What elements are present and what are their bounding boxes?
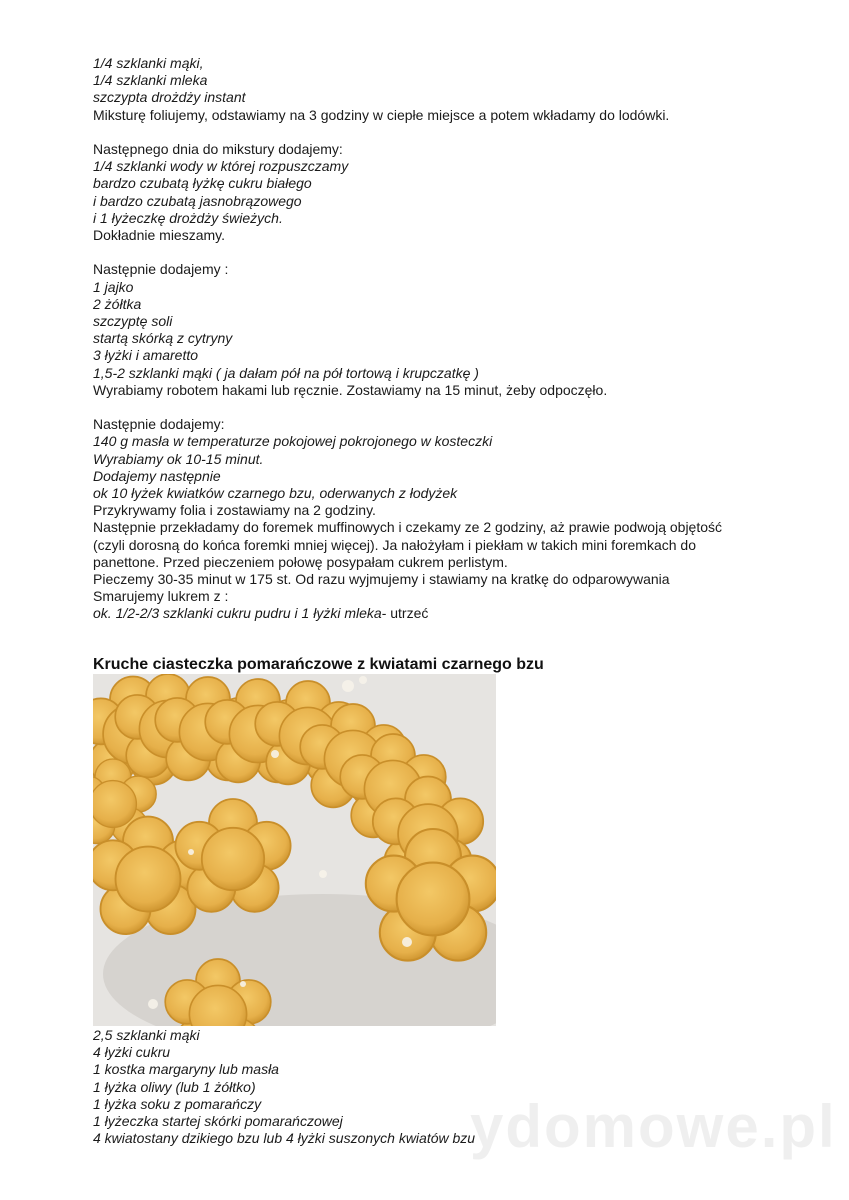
watermark: ydomowe.pl	[470, 1093, 837, 1160]
text-line: startą skórką z cytryny	[93, 330, 233, 347]
text-line: bardzo czubatą łyżkę cukru białego	[93, 175, 312, 192]
ingredient-item: 1 łyżka soku z pomarańczy	[93, 1095, 262, 1112]
ingredient-item: 1 łyżeczka startej skórki pomarańczowej	[93, 1113, 343, 1130]
blank-line	[93, 124, 813, 141]
text-line: Dokładnie mieszamy.	[93, 227, 226, 244]
text-line: Dodajemy następnie	[93, 467, 221, 484]
text-line: 1/4 szklanki mąki,	[93, 55, 204, 71]
ingredients-list	[93, 1027, 813, 1147]
text-line: Następnego dnia do mikstury dodajemy:	[93, 141, 343, 157]
text-line: Następnie przekładamy do foremek muffinowych i czekamy ze 2 godziny, aż prawie podwoją objętość	[93, 519, 723, 536]
text-line: Pieczemy 30-35 minut w 175 st. Od razu wyjmujemy i stawiamy na kratkę do odparowywania	[93, 571, 670, 588]
text-line: szczypta drożdży instant	[93, 89, 246, 106]
recipe-heading: Kruche ciasteczka pomarańczowe z kwiatami czarnego bzu	[93, 656, 544, 673]
text-line: Wyrabiamy ok 10-15 minut.	[93, 450, 264, 467]
text-line: (czyli dorosną do końca foremki mniej więcej). Ja nałożyłam i piekłam w takich mini foremkach do	[93, 536, 697, 553]
ingredient-item: 4 łyżki cukru	[93, 1044, 171, 1061]
text-line	[93, 605, 813, 622]
ingredient-item: 1 kostka margaryny lub masła	[93, 1061, 279, 1078]
text-line: 3 łyżki i amaretto	[93, 347, 199, 364]
text-line: 2 żółtka	[93, 295, 142, 312]
blank-line	[93, 244, 813, 261]
text-line: szczyptę soli	[93, 313, 173, 330]
text-line: 1,5-2 szklanki mąki ( ja dałam pół na pół tortową i krupczatkę )	[93, 364, 479, 381]
text-line: 1/4 szklanki mleka	[93, 72, 208, 89]
text-line: Przykrywamy folia i zostawiamy na 2 godziny.	[93, 502, 376, 519]
text-line: ok 10 łyżek kwiatków czarnego bzu, oderwanych z łodyżek	[93, 485, 458, 502]
text-line: 140 g masła w temperaturze pokojowej pokrojonego w kosteczki	[93, 433, 493, 450]
cookies-illustration	[93, 674, 496, 1026]
text-fragment-italic: ok. 1/2-2/3 szklanki cukru pudru i 1 łyżki mleka	[93, 605, 382, 622]
blank-line	[93, 399, 813, 416]
text-line: i bardzo czubatą jasnobrązowego	[93, 192, 302, 209]
ingredient-item: 2,5 szklanki mąki	[93, 1027, 200, 1043]
text-line: Następnie dodajemy :	[93, 261, 229, 278]
text-line: Następnie dodajemy:	[93, 416, 225, 433]
text-line: Wyrabiamy robotem hakami lub ręcznie. Zostawiamy na 15 minut, żeby odpoczęło.	[93, 381, 608, 398]
text-line: 1/4 szklanki wody w której rozpuszczamy	[93, 158, 349, 175]
text-line: Smarujemy lukrem z :	[93, 588, 229, 605]
text-line: Miksturę foliujemy, odstawiamy na 3 godziny w ciepłe miejsce a potem wkładamy do lodówki.	[93, 106, 670, 123]
text-line: 1 jajko	[93, 278, 134, 295]
ingredient-item: 4 kwiatostany dzikiego bzu lub 4 łyżki suszonych kwiatów bzu	[93, 1130, 476, 1147]
cookies-photo	[93, 674, 496, 1026]
text-line: i 1 łyżeczkę drożdży świeżych.	[93, 209, 283, 226]
text-fragment: - utrzeć	[381, 605, 429, 622]
text-line: panettone. Przed pieczeniem połowę posypałam cukrem perlistym.	[93, 553, 508, 570]
recipe-text-part1	[93, 55, 813, 623]
ingredient-item: 1 łyżka oliwy (lub 1 żółtko)	[93, 1078, 256, 1095]
